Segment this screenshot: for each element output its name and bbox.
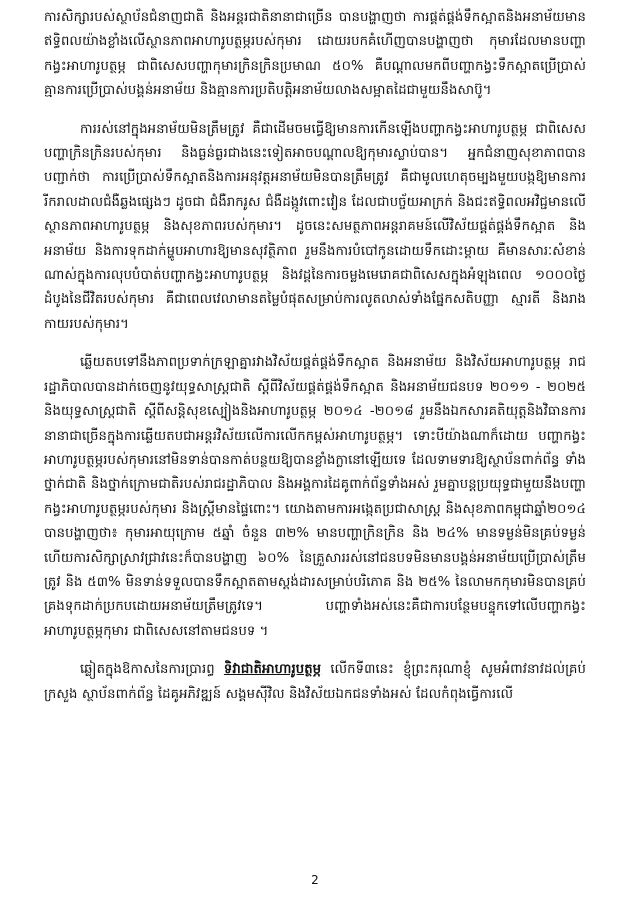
national-nutrition-day-emphasis: ទិវាជាតិអាហារូបត្ថម្ភ: [223, 662, 322, 678]
paragraph-2: ការរស់នៅក្នុងអនាម័យមិនត្រឹមត្រូវ គឺជាដើមចមធ្វើឱ្យមានការកើនឡើងបញ្ហាកង្វះអាហារូបត្ថម្ភ ជាពិសេសបញ្ហាក្រិនក្រិនរបស់កុមារ និងធ្ងន់ធ្ងរជាងនេះទៀតអាចបណ្ដាលឱ្យកុមារស្លាប់បាន។ អ្នកជំនាញសុខាភាពបានបញ្ជាក់ថា ការប្រើប្រាស់ទឹកស្អាតនិងការអនុវត្តអនាម័យមិនបានត្រឹមត្រូវ គឺជាមូលហេតុចម្បងមួយបង្កឱ្យមានការរីករាលដាលជំងឺឆ្លងផ្សេងៗ ដូចជា ជំងឺរាករូស ជំងឺដង្កូវពោះវៀន ដែលជាបច្ច័យអាក្រក់ និងជះឥទ្ធិពលអវិជ្ជមានលើស្ថានភាពអាហារូបត្ថម្ភ និងសុខភាពរបស់កុមារ។ ដូចនេះសមត្ថភាពអន្តរាគមន៍លើវិស័យផ្គត់ផ្គង់ទឹកស្អាត និងអនាម័យ និងការទុកដាក់ម្ហូបអាហារឱ្យមានសុវត្ថិភាព រួមនឹងការបំបៅកូនដោយទឹកដោះម្ដាយ គឺមានសារៈសំខាន់ណាស់ក្នុងការលុបបំបាត់បញ្ហាកង្វះអាហារូបត្ថម្ភ និងវដ្ដនៃការចម្លងមេរោគជាពិសេសក្នុងអំឡុងពេល ១០០០ថ្ងៃដំបូងនៃជីវិតរបស់កុមារ គឺជាពេលវេលាមានតម្លៃបំផុតសម្រាប់ការលូតលាស់ទាំងផ្នែកសតិបញ្ញា ស្មារតី និងរាងកាយរបស់កុមារ។: [44, 121, 586, 332]
page-number: 2: [311, 873, 319, 887]
paragraph-4: [44, 658, 586, 707]
paragraph-3: ឆ្លើយតបទៅនឹងភាពប្រទាក់ក្រឡាគ្នារវាងវិស័យផ្គត់ផ្គង់ទឹកស្អាត និងអនាម័យ និងវិស័យអាហារូបត្ថម្ភ រាជរដ្ឋាភិបាលបានដាក់ចេញនូវយុទ្ធសាស្ត្រជាតិ ស្ដីពីវិស័យផ្គត់ផ្គង់ទឹកស្អាត និងអនាម័យជនបទ ២០១១ - ២០២៥ និងយុទ្ធសាស្ត្រជាតិ ស្ដីពីសន្តិសុខស្បៀងនិងអាហារូបត្ថម្ភ ២០១៤ -២០១៨ រួមនឹងឯកសារគតិយុត្តនិងវិធានការនានាជាច្រើនក្នុងការឆ្លើយតបជាអន្តរវិស័យលើការលើកកម្ពស់អាហារូបត្ថម្ភ។ ទោះបីយ៉ាងណាក៏ដោយ បញ្ហាកង្វះអាហារូបត្ថម្ភរបស់កុមារនៅមិនទាន់បានកាត់បន្ថយឱ្យបានខ្លាំងក្លានៅឡើយទេ ដែលទាមទារឱ្យស្ថាប័នពាក់ព័ន្ធ ទាំងថ្នាក់ជាតិ និងថ្នាក់ក្រោមជាតិរបស់រាជរដ្ឋាភិបាល និងអង្គការដៃគូពាក់ព័ន្ធទាំងអស់ រួមគ្នាបន្តប្រយុទ្ធជាមួយនឹងបញ្ហាកង្វះអាហារូបត្ថម្ភរបស់កុមារ និងស្ត្រីមានផ្ទៃពោះ។ យោងតាមការអង្កេតប្រជាសាស្ត្រ និងសុខភាពកម្ពុជាឆ្នាំ២០១៤ បានបង្ហាញថា៖ កុមារអាយុក្រោម ៥ឆ្នាំ ចំនួន ៣២% មានបញ្ហាក្រិនក្រិន និង ២៤% មានទម្ងន់មិនគ្រប់ទម្ងន់ ហើយការសិក្សាស្រាវជ្រាវនេះក៏បានបង្ហាញ ៦០% នៃគ្រួសាររស់នៅជនបទមិនមានបង្គន់អនាម័យប្រើប្រាស់ត្រឹមត្រូវ និង ៥៣% មិនទាន់ទទួលបានទឹកស្អាតតាមស្តង់ដារសម្រាប់បរិភោគ និង ២៥% នៃលាមកកុមារមិនបានគ្រប់គ្រងទុកដាក់ប្រកបដោយអនាម័យត្រឹមត្រូវទេ។ បញ្ហាទាំងអស់នេះគឺជាការបន្ថែមបន្ទុកទៅលើបញ្ហាកង្វះអាហារូបត្ថម្ភកុមារ ជាពិសេសនៅតាមជនបទ ។: [44, 355, 586, 639]
paragraph-4-lead: ឆ្លៀតក្នុងឱកាសនៃការប្រារព្ធ: [80, 662, 224, 678]
paragraph-1: ការសិក្សារបស់ស្ថាប័នជំនាញជាតិ និងអន្តរជាតិនានាជាច្រើន បានបង្ហាញថា ការផ្គត់ផ្គង់ទឹកស្អាតនិងអនាម័យមានឥទ្ធិពលយ៉ាងខ្លាំងលើស្ថានភាពអាហារូបត្ថម្ភរបស់កុមារ ដោយរបកគំហើញបានបង្ហាញថា កុមារដែលមានបញ្ហាកង្វះអាហារូបត្ថម្ភ ជាពិសេសបញ្ហាកុមារក្រិនក្រិនប្រមាណ ៥០% គឺបណ្ដាលមកពីបញ្ហាកង្វះទឹកស្អាតប្រើប្រាស់ គ្មានការប្រើប្រាស់បង្គន់អនាម័យ និងគ្មានការប្រតិបត្តិអនាម័យលាងសម្អាតដៃជាមួយនឹងសាប៊ូ។: [44, 10, 586, 99]
paragraph-4-rest: លើកទី៣នេះ ខ្ញុំព្រះករុណាខ្ញុំ សូមអំពាវនាវដល់គ្រប់ក្រសួង ស្ថាប័នពាក់ព័ន្ធ ដៃគូអភិវឌ្ឍន៍ សង្គមស៊ីវិល និងវិស័យឯកជនទាំងអស់ ដែលកំពុងធ្វើការលើ: [44, 662, 586, 702]
